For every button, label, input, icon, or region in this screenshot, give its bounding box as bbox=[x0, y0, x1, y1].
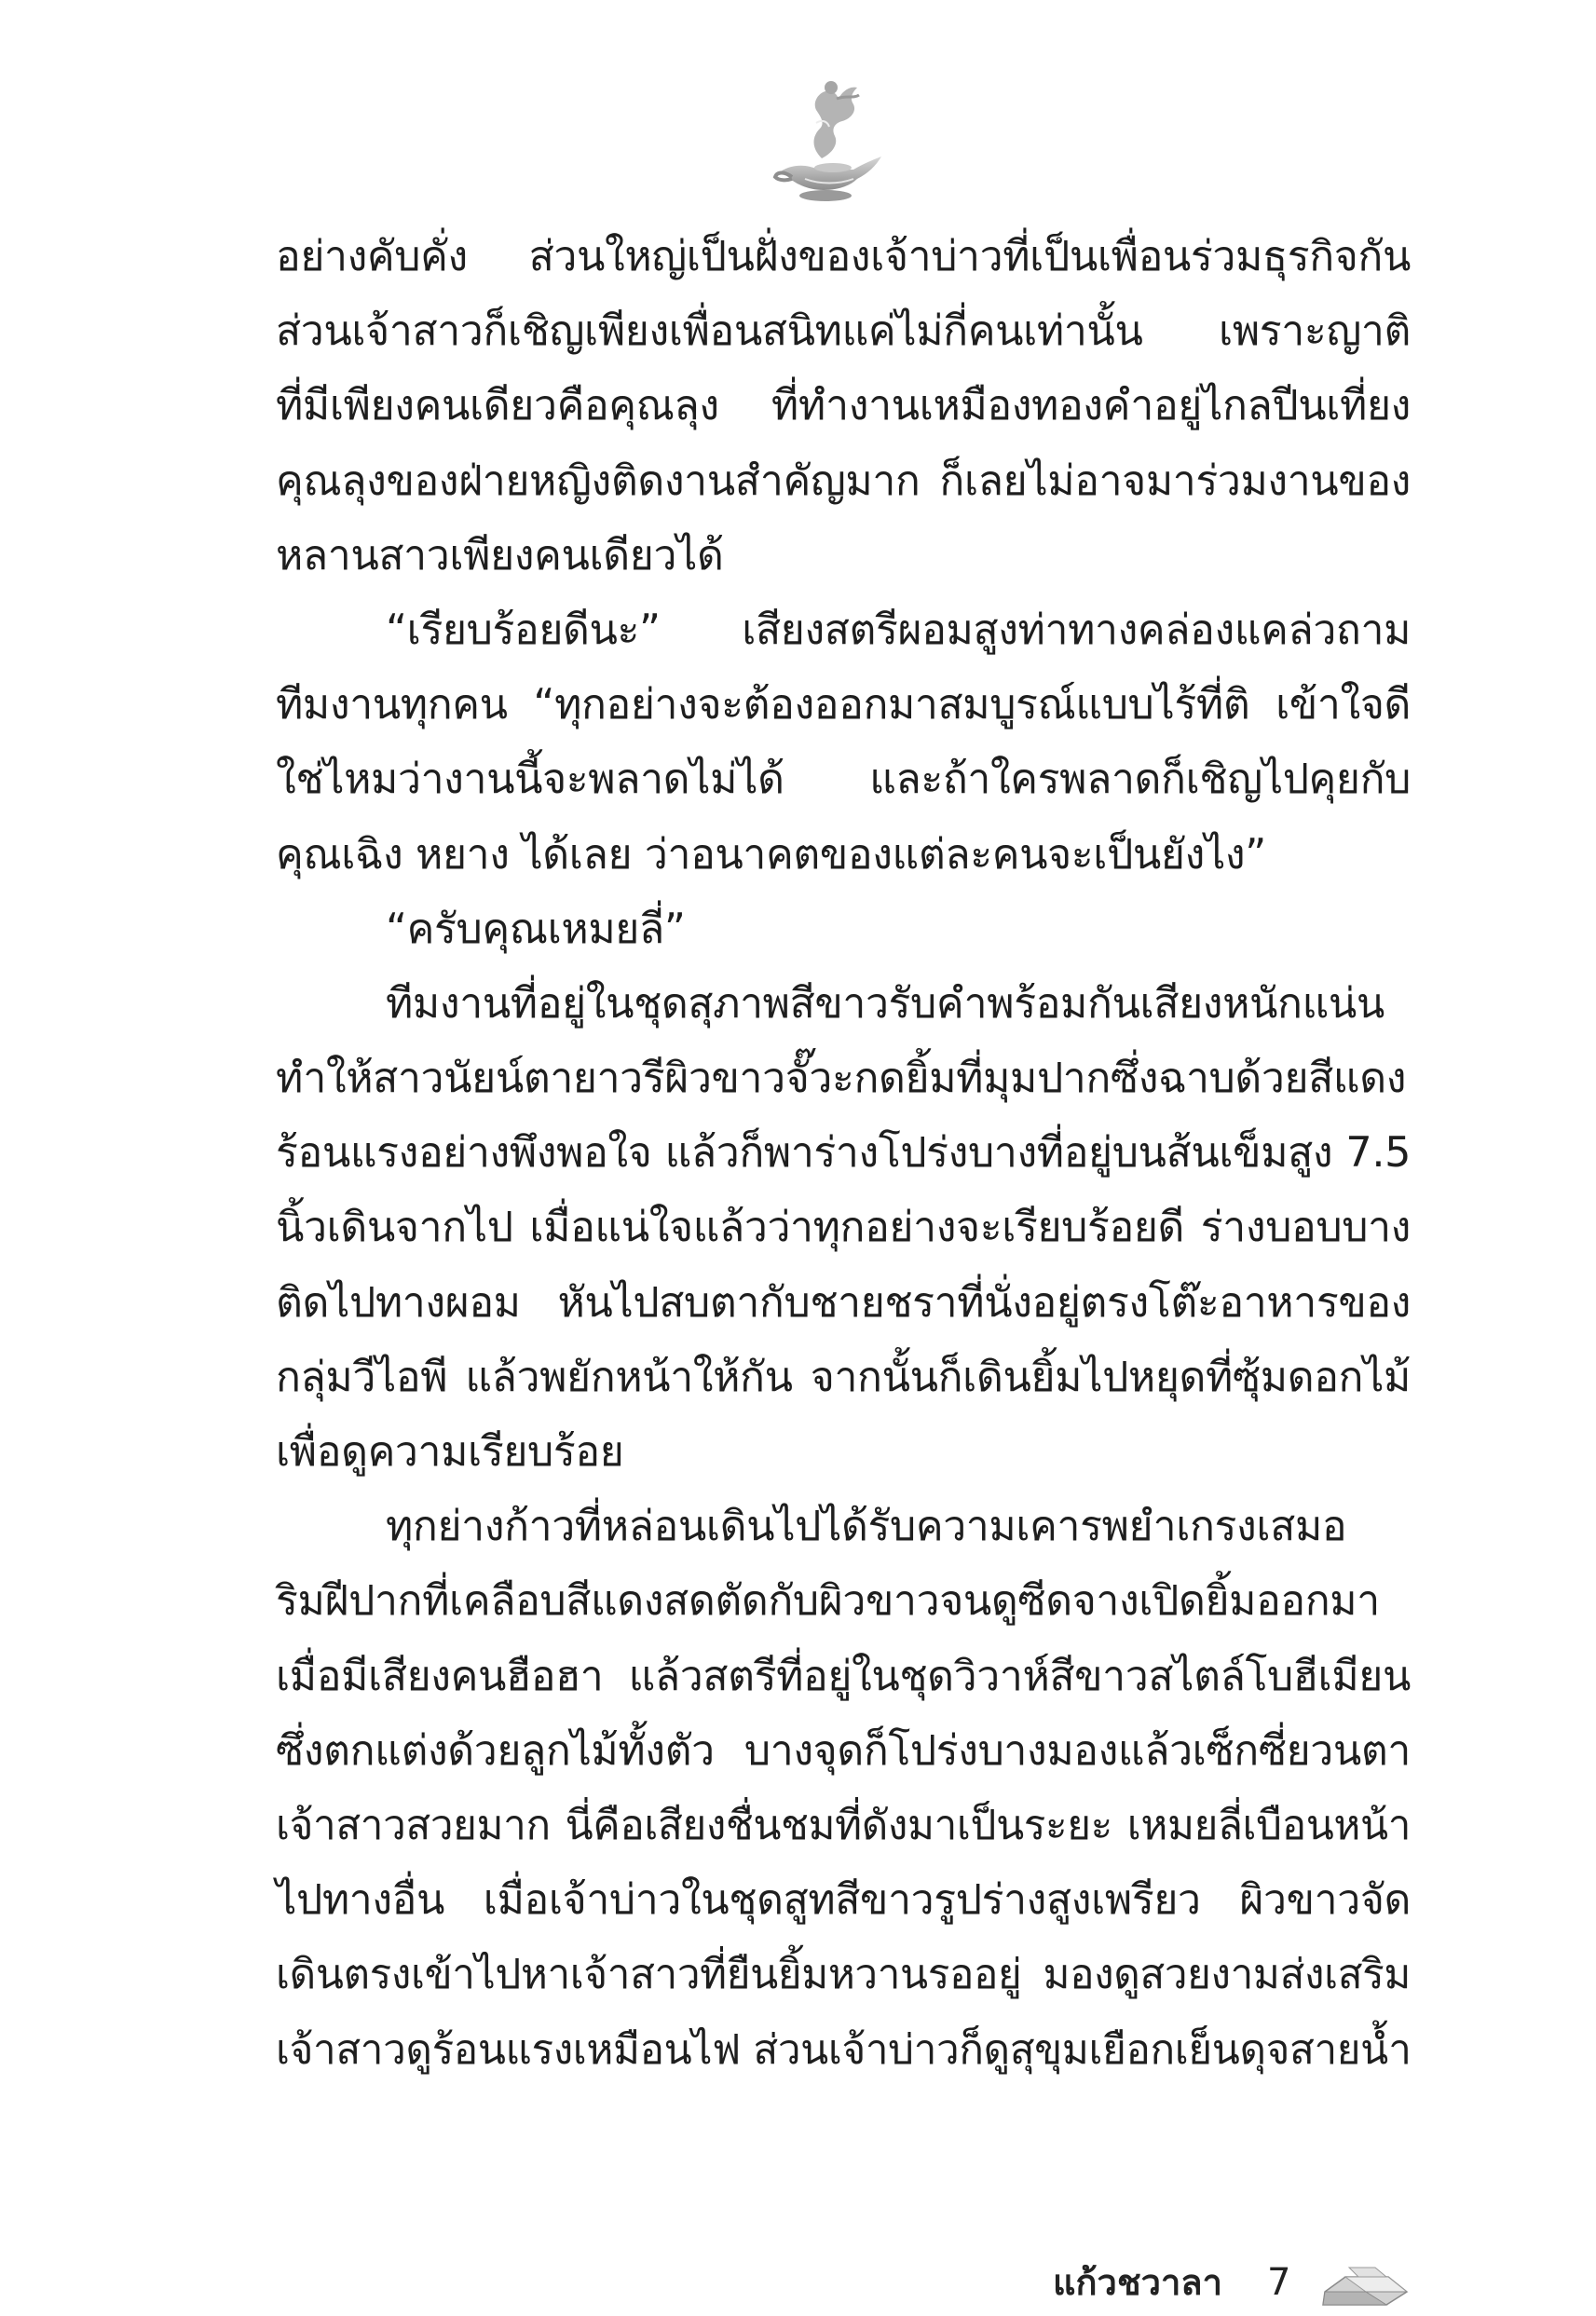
text-line: เพื่อดูความเรียบร้อย bbox=[276, 1428, 624, 1476]
text-line: ใช่ไหมว่างานนี้จะพลาดไม่ได้ และถ้าใครพลาดก็เชิญไปคุยกับ bbox=[276, 756, 1411, 804]
text-line: ทำให้สาวนัยน์ตายาวรีผิวขาวจั๊วะกดยิ้มที่มุมปากซึ่งฉาบด้วยสีแดง bbox=[276, 1055, 1407, 1103]
text-line: เจ้าสาวสวยมาก นี่คือเสียงชื่นชมที่ดังมาเป็นระยะ เหมยลี่เบือนหน้า bbox=[276, 1801, 1411, 1849]
text-line: ร้อนแรงอย่างพึงพอใจ แล้วก็พาร่างโปร่งบางที่อยู่บนส้นเข็มสูง 7.5 bbox=[276, 1129, 1411, 1178]
genie-lamp-icon bbox=[764, 67, 894, 207]
page-footer bbox=[1053, 2260, 1444, 2316]
book-title: แก้วชวาลา bbox=[1053, 2262, 1222, 2303]
text-line: ทุกย่างก้าวที่หล่อนเดินไปได้รับความเคารพยำเกรงเสมอ bbox=[386, 1503, 1347, 1551]
text-line: ทีมงานที่อยู่ในชุดสุภาพสีขาวรับคำพร้อมกันเสียงหนักแน่น bbox=[386, 979, 1385, 1028]
text-line: นิ้วเดินจากไป เมื่อแน่ใจแล้วว่าทุกอย่างจะเรียบร้อยดี ร่างบอบบาง bbox=[276, 1204, 1411, 1252]
text-line: ส่วนเจ้าสาวก็เชิญเพียงเพื่อนสนิทแค่ไม่กี่คนเท่านั้น เพราะญาติ bbox=[276, 307, 1411, 356]
text-line: ทีมงานทุกคน “ทุกอย่างจะต้องออกมาสมบูรณ์แบบไร้ที่ติ เข้าใจดี bbox=[276, 681, 1411, 729]
text-line: เมื่อมีเสียงคนฮือฮา แล้วสตรีที่อยู่ในชุดวิวาห์สีขาวสไตล์โบฮีเมียน bbox=[276, 1652, 1411, 1700]
text-line: คุณลุงของฝ่ายหญิงติดงานสำคัญมาก ก็เลยไม่อาจมาร่วมงานของ bbox=[276, 456, 1411, 505]
text-line: ที่มีเพียงคนเดียวคือคุณลุง ที่ทำงานเหมืองทองคำอยู่ไกลปีนเที่ยง bbox=[276, 382, 1411, 430]
text-line: เจ้าสาวดูร้อนแรงเหมือนไฟ ส่วนเจ้าบ่าวก็ดูสุขุมเยือกเย็นดุจสายน้ำ bbox=[276, 2025, 1412, 2074]
text-line: คุณเฉิง หยาง ได้เลย ว่าอนาคตของแต่ละคนจะเป็นยังไง” bbox=[276, 830, 1266, 879]
text-line: “เรียบร้อยดีนะ” เสียงสตรีผอมสูงท่าทางคล่องแคล่วถาม bbox=[386, 606, 1411, 654]
text-line: ซึ่งตกแต่งด้วยลูกไม้ทั้งตัว บางจุดก็โปร่งบางมองแล้วเซ็กซี่ยวนตา bbox=[276, 1726, 1411, 1775]
page-number: 7 bbox=[1267, 2261, 1291, 2304]
body-text bbox=[276, 220, 1411, 2088]
text-line: “ครับคุณเหมยลี่” bbox=[386, 905, 686, 953]
text-line: หลานสาวเพียงคนเดียวได้ bbox=[276, 531, 724, 579]
text-line: ติดไปทางผอม หันไปสบตากับชายชราที่นั่งอยู่ตรงโต๊ะอาหารของ bbox=[276, 1278, 1411, 1327]
text-line: ไปทางอื่น เมื่อเจ้าบ่าวในชุดสูทสีขาวรูปร่างสูงเพรียว ผิวขาวจัด bbox=[276, 1876, 1411, 1925]
text-line: กลุ่มวีไอพี แล้วพยักหน้าให้กัน จากนั้นก็เดินยิ้มไปหยุดที่ซุ้มดอกไม้ bbox=[276, 1353, 1411, 1401]
gold-bars-icon bbox=[1317, 2264, 1411, 2307]
text-line: เดินตรงเข้าไปหาเจ้าสาวที่ยืนยิ้มหวานรออยู่ มองดูสวยงามส่งเสริม bbox=[276, 1951, 1411, 1999]
text-line: อย่างคับคั่ง ส่วนใหญ่เป็นฝั่งของเจ้าบ่าวที่เป็นเพื่อนร่วมธุรกิจกัน bbox=[276, 233, 1411, 280]
text-line: ริมฝีปากที่เคลือบสีแดงสดตัดกับผิวขาวจนดูซีดจางเปิดยิ้มออกมา bbox=[276, 1577, 1380, 1626]
